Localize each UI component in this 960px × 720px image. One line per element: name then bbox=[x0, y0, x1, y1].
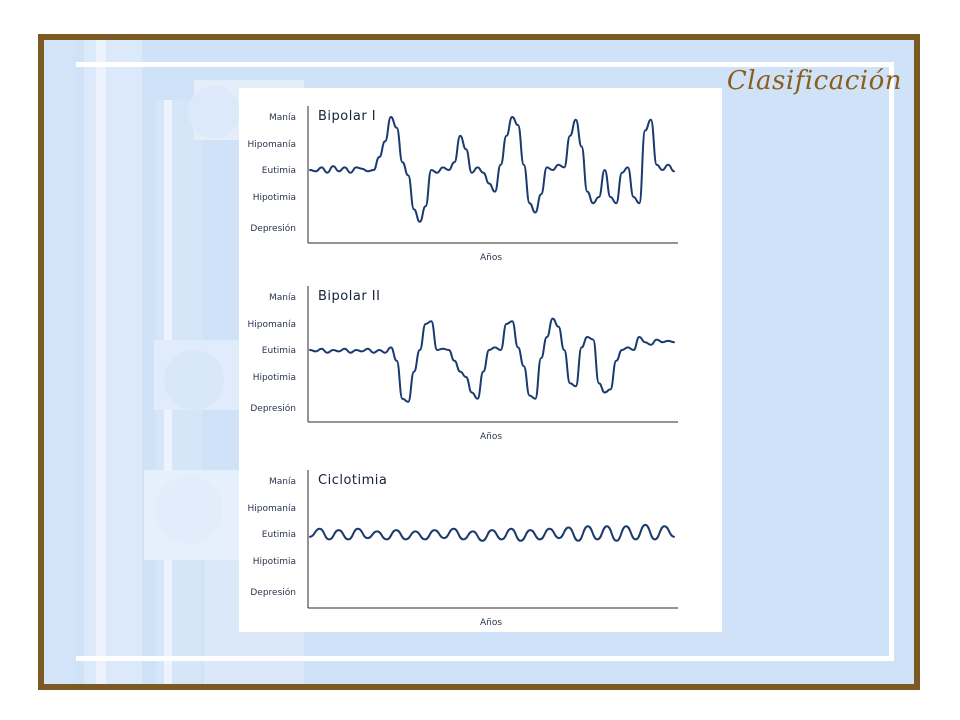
mood-series-line bbox=[310, 319, 674, 402]
data-point bbox=[321, 167, 322, 168]
data-point bbox=[627, 167, 628, 168]
data-point bbox=[506, 323, 507, 324]
data-point bbox=[367, 348, 368, 349]
data-point bbox=[581, 347, 582, 348]
data-point bbox=[489, 349, 490, 350]
data-point bbox=[396, 360, 397, 361]
data-point bbox=[558, 326, 559, 327]
data-point bbox=[431, 169, 432, 170]
data-point bbox=[344, 167, 345, 168]
data-point bbox=[477, 167, 478, 168]
data-point bbox=[626, 526, 627, 527]
data-point bbox=[541, 358, 542, 359]
mood-series-line bbox=[310, 525, 674, 541]
data-point bbox=[616, 360, 617, 361]
data-point bbox=[593, 339, 594, 340]
data-point bbox=[385, 141, 386, 142]
data-point bbox=[338, 171, 339, 172]
data-point bbox=[367, 538, 368, 539]
chart-title: Bipolar I bbox=[318, 109, 377, 124]
data-point bbox=[539, 539, 540, 540]
data-point bbox=[448, 169, 449, 170]
data-point bbox=[472, 531, 473, 532]
data-point bbox=[512, 321, 513, 322]
data-point bbox=[656, 339, 657, 340]
data-point bbox=[654, 539, 655, 540]
data-point bbox=[549, 528, 550, 529]
data-point bbox=[471, 392, 472, 393]
data-point bbox=[541, 194, 542, 195]
data-point bbox=[564, 349, 565, 350]
data-point bbox=[442, 167, 443, 168]
data-point bbox=[465, 376, 466, 377]
data-point bbox=[587, 336, 588, 337]
y-axis-label-0: Depresión bbox=[250, 588, 296, 598]
data-point bbox=[604, 392, 605, 393]
data-point bbox=[650, 344, 651, 345]
data-point bbox=[327, 172, 328, 173]
data-point bbox=[645, 342, 646, 343]
data-point bbox=[408, 401, 409, 402]
data-point bbox=[530, 530, 531, 531]
data-point bbox=[610, 196, 611, 197]
data-point bbox=[402, 162, 403, 163]
data-point bbox=[656, 164, 657, 165]
y-axis-label-1: Hipotimia bbox=[252, 557, 296, 567]
data-point bbox=[529, 395, 530, 396]
data-point bbox=[344, 348, 345, 349]
y-axis-label-1: Hipotimia bbox=[252, 373, 296, 383]
data-point bbox=[357, 528, 358, 529]
mood-series-line bbox=[310, 117, 674, 222]
data-point bbox=[575, 119, 576, 120]
data-point bbox=[500, 349, 501, 350]
data-point bbox=[523, 164, 524, 165]
data-point bbox=[558, 164, 559, 165]
data-point bbox=[425, 206, 426, 207]
data-point bbox=[338, 351, 339, 352]
data-point bbox=[621, 349, 622, 350]
data-point bbox=[483, 172, 484, 173]
data-point bbox=[408, 175, 409, 176]
data-point bbox=[454, 162, 455, 163]
data-point bbox=[333, 349, 334, 350]
data-point bbox=[350, 172, 351, 173]
data-point bbox=[361, 168, 362, 169]
data-point bbox=[348, 539, 349, 540]
x-axis-label: Años bbox=[479, 253, 503, 263]
data-point bbox=[327, 352, 328, 353]
data-point bbox=[650, 119, 651, 120]
data-point bbox=[319, 528, 320, 529]
data-point bbox=[645, 130, 646, 131]
data-point bbox=[460, 371, 461, 372]
data-point bbox=[390, 347, 391, 348]
data-point bbox=[379, 156, 380, 157]
data-point bbox=[552, 169, 553, 170]
y-axis-label-2: Eutimia bbox=[261, 530, 296, 540]
data-point bbox=[315, 171, 316, 172]
data-point bbox=[673, 342, 674, 343]
data-point bbox=[501, 539, 502, 540]
y-axis-label-0: Depresión bbox=[250, 224, 296, 234]
data-point bbox=[444, 538, 445, 539]
data-point bbox=[471, 172, 472, 173]
data-point bbox=[517, 347, 518, 348]
data-point bbox=[529, 203, 530, 204]
data-point bbox=[477, 398, 478, 399]
data-point bbox=[483, 371, 484, 372]
data-point bbox=[396, 530, 397, 531]
data-point bbox=[564, 167, 565, 168]
data-point bbox=[597, 539, 598, 540]
data-point bbox=[424, 539, 425, 540]
data-point bbox=[333, 166, 334, 167]
data-point bbox=[523, 366, 524, 367]
data-point bbox=[598, 196, 599, 197]
data-point bbox=[568, 527, 569, 528]
y-axis-label-2: Eutimia bbox=[261, 166, 296, 176]
x-axis-label: Años bbox=[479, 618, 503, 628]
data-point bbox=[578, 540, 579, 541]
data-point bbox=[373, 169, 374, 170]
data-point bbox=[437, 172, 438, 173]
data-point bbox=[535, 398, 536, 399]
data-point bbox=[385, 352, 386, 353]
chart-title: Bipolar II bbox=[318, 289, 381, 304]
y-axis-label-1: Hipotimia bbox=[252, 193, 296, 203]
data-point bbox=[482, 540, 483, 541]
data-point bbox=[434, 530, 435, 531]
data-point bbox=[506, 135, 507, 136]
data-point bbox=[639, 203, 640, 204]
data-point bbox=[460, 135, 461, 136]
data-point bbox=[489, 183, 490, 184]
data-point bbox=[500, 164, 501, 165]
data-point bbox=[546, 167, 547, 168]
data-point bbox=[361, 351, 362, 352]
data-point bbox=[546, 336, 547, 337]
data-point bbox=[621, 172, 622, 173]
data-point bbox=[402, 398, 403, 399]
data-point bbox=[587, 191, 588, 192]
data-point bbox=[415, 531, 416, 532]
data-point bbox=[604, 169, 605, 170]
data-point bbox=[309, 349, 310, 350]
data-point bbox=[309, 536, 310, 537]
data-point bbox=[413, 371, 414, 372]
data-point bbox=[668, 340, 669, 341]
data-point bbox=[606, 526, 607, 527]
data-point bbox=[616, 540, 617, 541]
data-point bbox=[668, 164, 669, 165]
bottom-rule bbox=[76, 656, 894, 661]
data-point bbox=[593, 203, 594, 204]
data-point bbox=[581, 146, 582, 147]
data-point bbox=[664, 526, 665, 527]
data-point bbox=[491, 530, 492, 531]
data-point bbox=[587, 526, 588, 527]
y-axis-label-0: Depresión bbox=[250, 404, 296, 414]
data-point bbox=[442, 348, 443, 349]
data-point bbox=[437, 349, 438, 350]
figure-panel bbox=[239, 88, 722, 632]
data-point bbox=[494, 347, 495, 348]
y-axis-label-3: Hipomanía bbox=[247, 504, 296, 514]
data-point bbox=[329, 539, 330, 540]
data-point bbox=[535, 212, 536, 213]
y-axis-label-4: Manía bbox=[269, 113, 296, 123]
data-point bbox=[575, 386, 576, 387]
data-point bbox=[552, 318, 553, 319]
chart-title: Ciclotimia bbox=[318, 473, 388, 488]
x-axis-label: Años bbox=[479, 432, 503, 442]
data-point bbox=[463, 539, 464, 540]
data-point bbox=[373, 352, 374, 353]
data-point bbox=[569, 135, 570, 136]
data-point bbox=[465, 149, 466, 150]
data-point bbox=[356, 167, 357, 168]
data-point bbox=[405, 539, 406, 540]
data-point bbox=[413, 209, 414, 210]
data-point bbox=[367, 171, 368, 172]
data-point bbox=[350, 352, 351, 353]
data-point bbox=[453, 528, 454, 529]
data-point bbox=[662, 342, 663, 343]
data-point bbox=[673, 171, 674, 172]
data-point bbox=[386, 539, 387, 540]
data-point bbox=[454, 360, 455, 361]
data-point bbox=[390, 116, 391, 117]
data-point bbox=[633, 196, 634, 197]
slide-title: Clasificación bbox=[726, 66, 902, 96]
data-point bbox=[321, 348, 322, 349]
data-point bbox=[309, 169, 310, 170]
data-point bbox=[517, 125, 518, 126]
data-point bbox=[448, 349, 449, 350]
data-point bbox=[598, 383, 599, 384]
data-point bbox=[673, 536, 674, 537]
data-point bbox=[377, 531, 378, 532]
data-point bbox=[356, 349, 357, 350]
data-point bbox=[559, 538, 560, 539]
data-point bbox=[379, 349, 380, 350]
y-axis-label-4: Manía bbox=[269, 477, 296, 487]
right-rule bbox=[889, 62, 894, 661]
data-point bbox=[662, 169, 663, 170]
data-point bbox=[315, 351, 316, 352]
y-axis-label-2: Eutimia bbox=[261, 346, 296, 356]
data-point bbox=[419, 349, 420, 350]
data-point bbox=[627, 347, 628, 348]
data-point bbox=[616, 203, 617, 204]
data-point bbox=[396, 127, 397, 128]
data-point bbox=[569, 383, 570, 384]
y-axis-label-3: Hipomanía bbox=[247, 320, 296, 330]
data-point bbox=[512, 116, 513, 117]
data-point bbox=[635, 539, 636, 540]
mood-charts bbox=[239, 88, 722, 632]
data-point bbox=[338, 530, 339, 531]
data-point bbox=[419, 221, 420, 222]
y-axis-label-4: Manía bbox=[269, 293, 296, 303]
data-point bbox=[494, 191, 495, 192]
data-point bbox=[520, 540, 521, 541]
data-point bbox=[645, 524, 646, 525]
data-point bbox=[431, 321, 432, 322]
data-point bbox=[610, 389, 611, 390]
data-point bbox=[633, 349, 634, 350]
data-point bbox=[639, 336, 640, 337]
data-point bbox=[511, 528, 512, 529]
y-axis-label-3: Hipomanía bbox=[247, 140, 296, 150]
data-point bbox=[425, 323, 426, 324]
